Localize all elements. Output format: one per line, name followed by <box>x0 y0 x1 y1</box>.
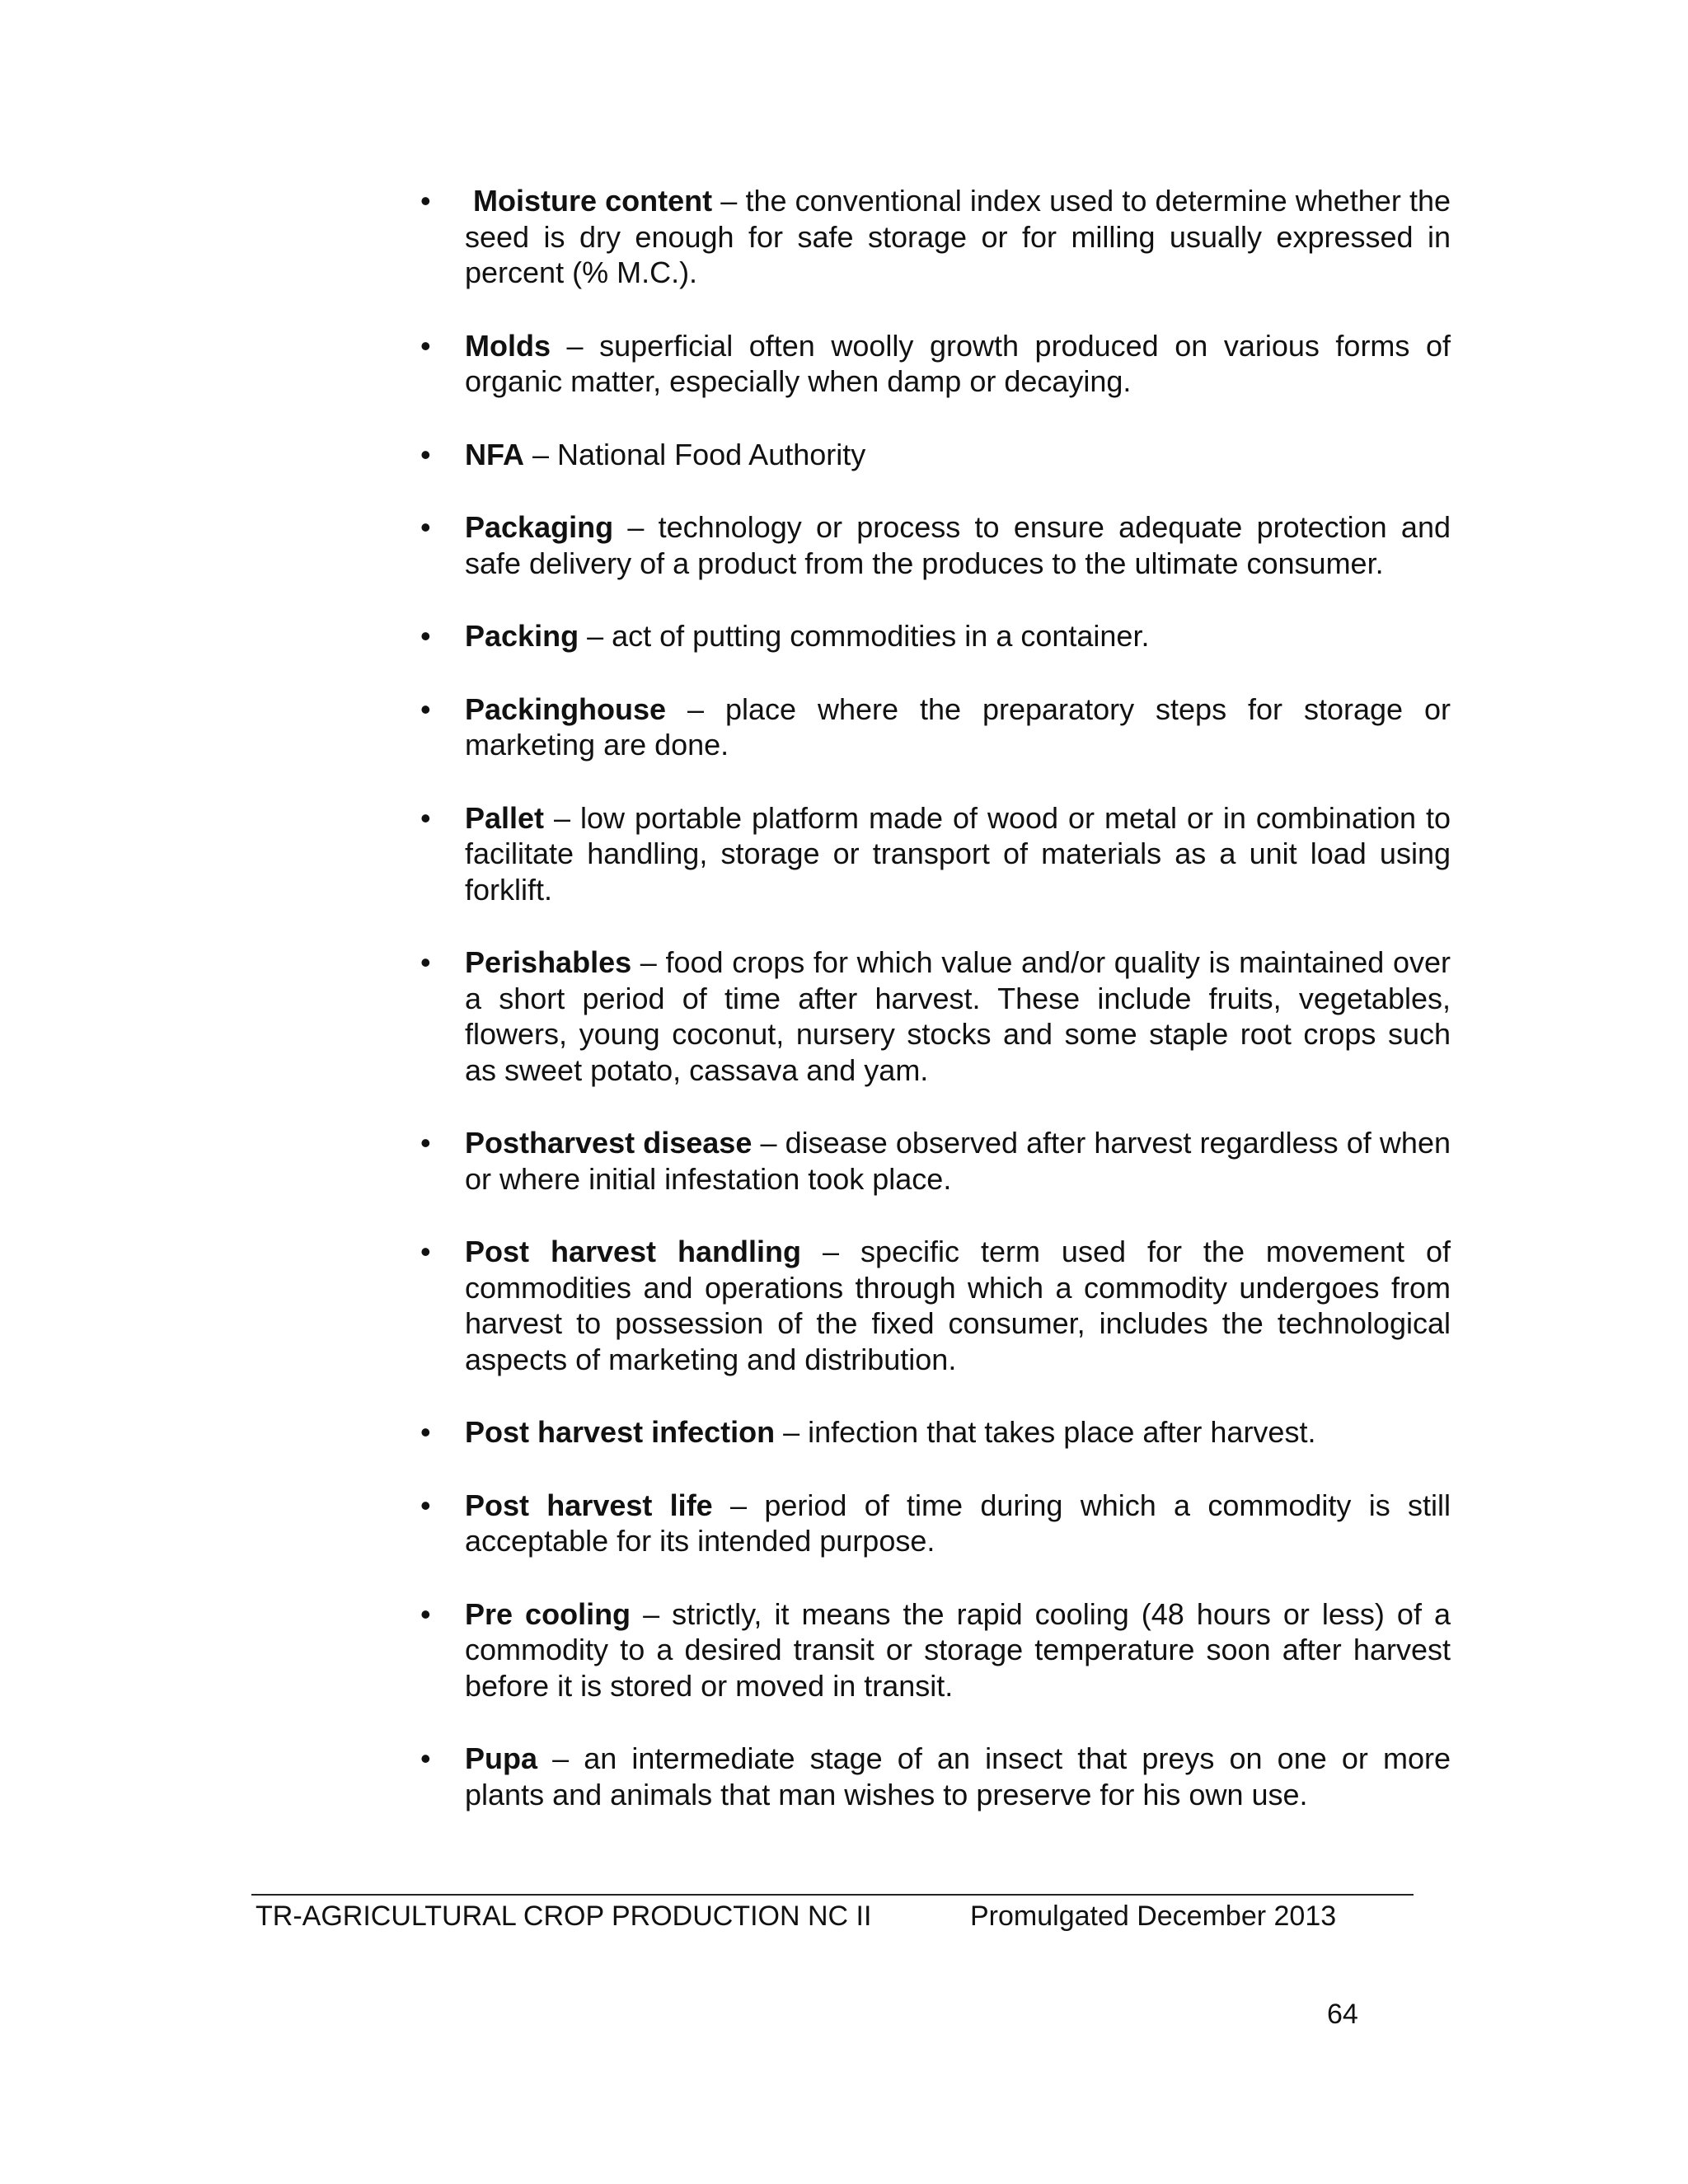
glossary-definition: – place where the preparatory steps for storage or marketing are done. <box>465 691 1451 762</box>
glossary-term: Packinghouse <box>465 691 667 726</box>
glossary-term: Packing <box>465 619 579 653</box>
glossary-term: Perishables <box>465 945 632 979</box>
glossary-definition: – an intermediate stage of an insect that preys on one or more plants and animals that man wishes to preserve for his own use. <box>465 1741 1451 1811</box>
glossary-term: Postharvest disease <box>465 1126 753 1160</box>
bullet-icon: • <box>420 691 431 726</box>
glossary-definition: – the conventional index used to determine whether the seed is dry enough for safe storage or for milling usually expressed in percent (% M.C.). <box>465 184 1451 289</box>
glossary-entry-moisture-content <box>420 183 1451 291</box>
glossary-entry-pallet <box>420 800 1451 908</box>
glossary-definition: – technology or process to ensure adequate protection and safe delivery of a product from the produces to the ultimate consumer. <box>465 510 1451 580</box>
footer-document-title: TR-AGRICULTURAL CROP PRODUCTION NC II <box>256 1900 872 1932</box>
glossary-entry-packinghouse <box>420 691 1451 763</box>
glossary-definition: – superficial often woolly growth produced on various forms of organic matter, especially when damp or decaying. <box>465 328 1451 398</box>
glossary-entry-post-harvest-infection <box>420 1414 1451 1451</box>
glossary-definition: – strictly, it means the rapid cooling (48 hours or less) of a commodity to a desired transit or storage temperature soon after harvest before it is stored or moved in transit. <box>465 1596 1451 1703</box>
page-number: 64 <box>1327 1999 1358 2030</box>
glossary-entry-postharvest-disease <box>420 1125 1451 1197</box>
glossary-entry-perishables <box>420 944 1451 1088</box>
bullet-icon: • <box>420 184 431 218</box>
bullet-icon: • <box>420 945 431 979</box>
glossary-entry-packaging <box>420 509 1451 581</box>
glossary-term: NFA <box>465 437 524 471</box>
glossary-definition: – specific term used for the movement of commodities and operations through which a commodity undergoes from harvest to possession of the fixed consumer, includes the technological aspects of marketing and distribution. <box>465 1235 1451 1376</box>
glossary-term: Moisture content <box>473 184 713 218</box>
glossary-entry-post-harvest-handling <box>420 1234 1451 1377</box>
glossary-definition: – low portable platform made of wood or metal or in combination to facilitate handling, storage or transport of materials as a unit load using forklift. <box>465 800 1451 907</box>
bullet-icon: • <box>420 1488 431 1522</box>
bullet-icon: • <box>420 510 431 544</box>
footer-promulgated-date: Promulgated December 2013 <box>970 1900 1337 1932</box>
bullet-icon: • <box>420 328 431 363</box>
bullet-icon: • <box>420 1596 431 1631</box>
bullet-icon: • <box>420 800 431 835</box>
glossary-definition: – National Food Authority <box>524 437 866 471</box>
bullet-icon: • <box>420 1126 431 1160</box>
footer-divider <box>251 1894 1414 1896</box>
glossary-term: Packaging <box>465 510 614 544</box>
glossary-definition: – period of time during which a commodity is still acceptable for its intended purpose. <box>465 1488 1451 1558</box>
bullet-icon: • <box>420 1415 431 1449</box>
glossary-definition: – food crops for which value and/or quality is maintained over a short period of time after harvest. These include fruits, vegetables, flowers, young coconut, nursery stocks and some staple root crops such as sweet potato, cassava and yam. <box>465 945 1451 1087</box>
glossary-term: Post harvest life <box>465 1488 713 1522</box>
glossary-definition: – infection that takes place after harvest. <box>775 1415 1316 1449</box>
bullet-icon: • <box>420 619 431 653</box>
glossary-entry-pupa <box>420 1741 1451 1812</box>
glossary-definition: – disease observed after harvest regardless of when or where initial infestation took place. <box>465 1126 1451 1196</box>
glossary-term: Post harvest handling <box>465 1235 801 1268</box>
glossary-term: Pallet <box>465 800 545 835</box>
glossary-term: Pre cooling <box>465 1596 631 1631</box>
glossary-entry-post-harvest-life <box>420 1488 1451 1559</box>
glossary-list <box>420 183 1451 1849</box>
bullet-icon: • <box>420 437 431 471</box>
glossary-term: Molds <box>465 328 551 363</box>
glossary-entry-molds <box>420 328 1451 400</box>
glossary-entry-pre-cooling <box>420 1596 1451 1704</box>
glossary-definition: – act of putting commodities in a container. <box>579 619 1150 653</box>
glossary-term: Pupa <box>465 1741 538 1775</box>
glossary-term: Post harvest infection <box>465 1415 776 1449</box>
bullet-icon: • <box>420 1741 431 1775</box>
glossary-entry-packing <box>420 618 1451 654</box>
bullet-icon: • <box>420 1235 431 1268</box>
glossary-entry-nfa <box>420 437 1451 473</box>
